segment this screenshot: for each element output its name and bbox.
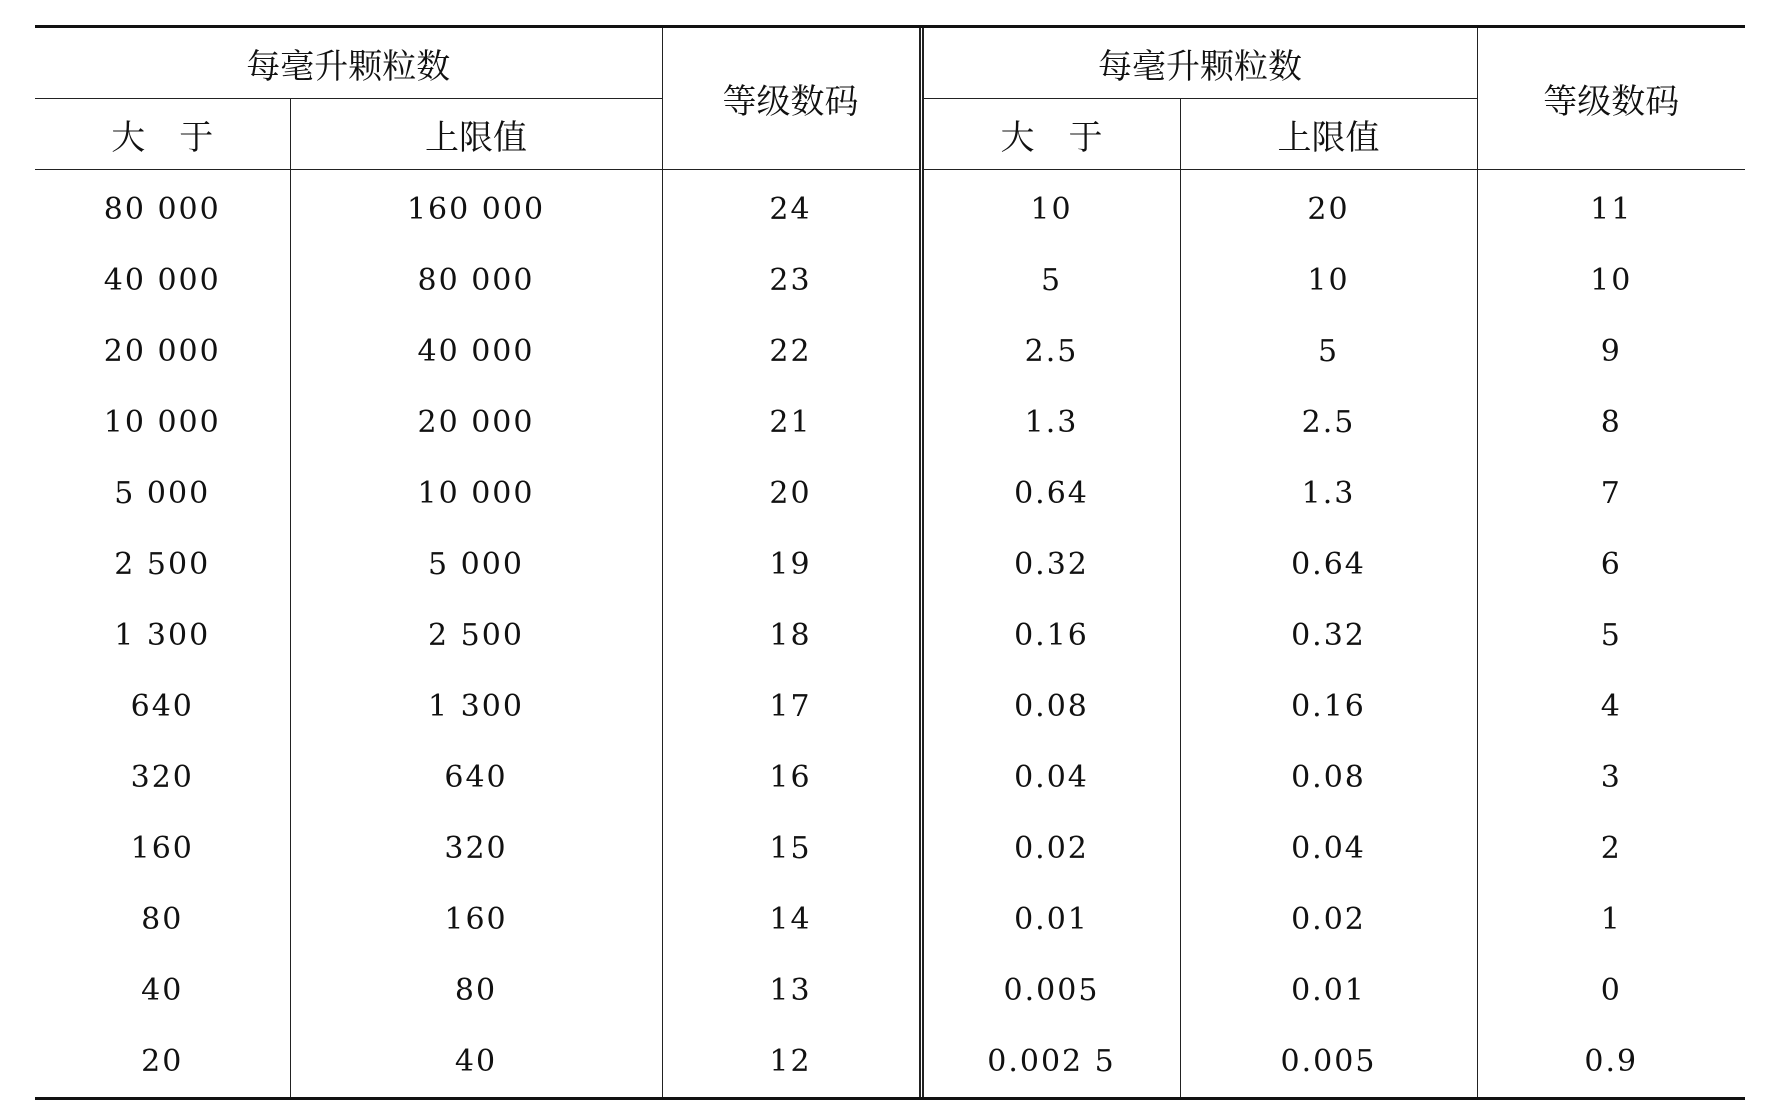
left-code-cell: 21 (662, 387, 921, 458)
left-code-cell: 24 (662, 170, 921, 246)
right-upper-cell: 5 (1180, 316, 1477, 387)
right-code-cell: 11 (1590, 192, 1633, 227)
table-row (35, 316, 1745, 387)
table-row (35, 170, 1745, 246)
right-upper-cell: 0.64 (1180, 529, 1477, 600)
left-upper-cell: 10 000 (290, 458, 662, 529)
left-upper-cell: 80 (290, 955, 662, 1026)
table-body (35, 170, 1745, 1098)
left-greater-cell: 2 500 (35, 529, 290, 600)
right-greater-cell: 0.64 (921, 458, 1180, 529)
left-greater-cell: 160 (35, 813, 290, 884)
left-greater-cell: 20 000 (35, 316, 290, 387)
right-upper-cell: 0.02 (1180, 884, 1477, 955)
table-row (35, 955, 1745, 1026)
right-code-cell: 0 (1600, 973, 1622, 1008)
particle-count-code-table (35, 28, 1745, 1097)
right-greater-cell: 0.005 (921, 955, 1180, 1026)
right-upper-cell: 0.08 (1180, 742, 1477, 813)
left-greater-cell: 640 (35, 671, 290, 742)
particle-count-table-wrapper (35, 25, 1745, 1100)
left-upper-cell: 640 (290, 742, 662, 813)
right-code-cell: 4 (1600, 689, 1622, 724)
left-code-cell: 17 (662, 671, 921, 742)
table-row (35, 387, 1745, 458)
left-upper-cell: 320 (290, 813, 662, 884)
right-upper-cell: 1.3 (1180, 458, 1477, 529)
right-code-cell: 3 (1600, 760, 1622, 795)
left-greater-cell: 80 000 (35, 170, 290, 246)
right-greater-cell: 10 (921, 170, 1180, 246)
left-upper-cell: 80 000 (290, 245, 662, 316)
right-code-cell: 6 (1600, 547, 1622, 582)
table-row (35, 245, 1745, 316)
right-greater-cell: 2.5 (921, 316, 1180, 387)
left-code-cell: 14 (662, 884, 921, 955)
right-code-cell: 2 (1600, 831, 1622, 866)
left-upper-cell: 1 300 (290, 671, 662, 742)
left-code-cell: 19 (662, 529, 921, 600)
left-code-cell: 12 (662, 1026, 921, 1097)
right-greater-cell: 0.08 (921, 671, 1180, 742)
right-greater-cell: 1.3 (921, 387, 1180, 458)
left-upper-cell: 160 (290, 884, 662, 955)
right-upper-cell: 0.32 (1180, 600, 1477, 671)
left-upper-cell: 5 000 (290, 529, 662, 600)
right-code-cell: 8 (1600, 405, 1622, 440)
left-greater-cell: 40 000 (35, 245, 290, 316)
table-row (35, 600, 1745, 671)
left-code-cell: 18 (662, 600, 921, 671)
left-upper-cell: 20 000 (290, 387, 662, 458)
table-row (35, 742, 1745, 813)
left-greater-cell: 80 (35, 884, 290, 955)
right-greater-cell: 0.01 (921, 884, 1180, 955)
left-code-cell: 22 (662, 316, 921, 387)
left-upper-cell: 40 000 (290, 316, 662, 387)
right-upper-cell: 20 (1180, 170, 1477, 246)
table-row (35, 813, 1745, 884)
right-code-cell: 1 (1600, 902, 1622, 937)
left-greater-cell: 5 000 (35, 458, 290, 529)
right-code-cell: 9 (1600, 334, 1622, 369)
table-row (35, 1026, 1745, 1097)
right-greater-header: 大 于 (921, 99, 1180, 170)
right-upper-header: 上限值 (1180, 99, 1477, 170)
left-code-cell: 23 (662, 245, 921, 316)
table-row (35, 529, 1745, 600)
right-greater-cell: 0.32 (921, 529, 1180, 600)
right-greater-cell: 0.04 (921, 742, 1180, 813)
right-group-header: 每毫升颗粒数 (921, 28, 1477, 99)
table-row (35, 458, 1745, 529)
right-upper-cell: 0.16 (1180, 671, 1477, 742)
right-code-header: 等级数码 (1477, 28, 1745, 170)
left-greater-cell: 40 (35, 955, 290, 1026)
left-code-cell: 16 (662, 742, 921, 813)
right-greater-cell: 5 (921, 245, 1180, 316)
left-greater-cell: 320 (35, 742, 290, 813)
left-greater-header: 大 于 (35, 99, 290, 170)
right-code-cell: 7 (1600, 476, 1622, 511)
right-upper-cell: 2.5 (1180, 387, 1477, 458)
header-row-top (35, 28, 1745, 99)
left-greater-cell: 20 (35, 1026, 290, 1097)
right-upper-cell: 0.005 (1180, 1026, 1477, 1097)
left-code-cell: 20 (662, 458, 921, 529)
left-greater-cell: 1 300 (35, 600, 290, 671)
right-upper-cell: 0.01 (1180, 955, 1477, 1026)
table-header (35, 28, 1745, 170)
left-upper-cell: 2 500 (290, 600, 662, 671)
table-row (35, 671, 1745, 742)
table-row (35, 884, 1745, 955)
right-greater-cell: 0.16 (921, 600, 1180, 671)
right-code-cell: 0.9 (1584, 1044, 1639, 1079)
right-code-cell: 5 (1600, 618, 1622, 653)
left-code-header: 等级数码 (662, 28, 921, 170)
right-code-cell: 10 (1590, 263, 1633, 298)
left-group-header: 每毫升颗粒数 (35, 28, 662, 99)
right-upper-cell: 0.04 (1180, 813, 1477, 884)
left-greater-cell: 10 000 (35, 387, 290, 458)
right-greater-cell: 0.002 5 (921, 1026, 1180, 1097)
left-upper-header: 上限值 (290, 99, 662, 170)
left-code-cell: 15 (662, 813, 921, 884)
right-greater-cell: 0.02 (921, 813, 1180, 884)
left-code-cell: 13 (662, 955, 921, 1026)
right-upper-cell: 10 (1180, 245, 1477, 316)
left-upper-cell: 160 000 (290, 170, 662, 246)
left-upper-cell: 40 (290, 1026, 662, 1097)
